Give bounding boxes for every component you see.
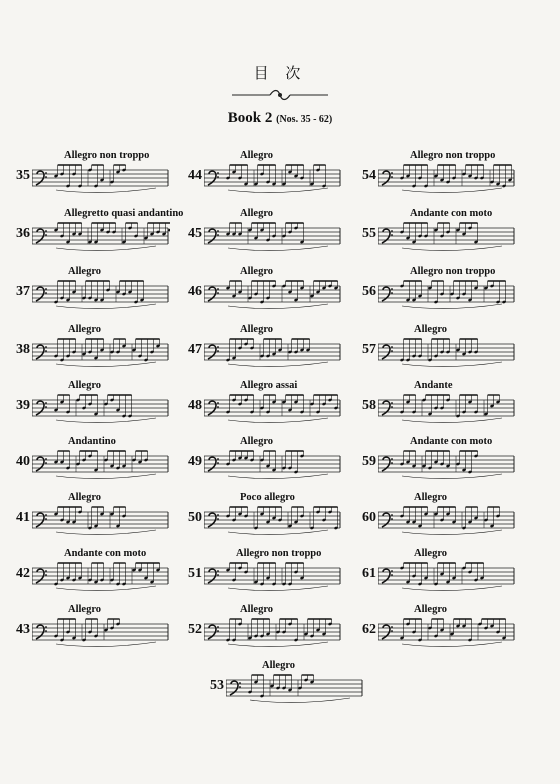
etude-number: 43 bbox=[16, 622, 30, 637]
tempo-marking: Allegro bbox=[68, 324, 102, 335]
tempo-marking: Andante bbox=[414, 380, 453, 391]
music-staff bbox=[32, 450, 170, 480]
tempo-marking: Allegro bbox=[68, 266, 102, 277]
tempo-marking: Allegro non troppo bbox=[236, 548, 322, 559]
music-staff bbox=[378, 450, 516, 480]
tempo-marking: Allegro bbox=[240, 604, 274, 615]
music-staff bbox=[378, 394, 516, 424]
etude-number: 39 bbox=[16, 398, 30, 413]
music-staff bbox=[204, 450, 342, 480]
music-staff bbox=[32, 562, 170, 592]
index-entry bbox=[352, 324, 520, 386]
music-staff bbox=[204, 280, 342, 310]
etude-number: 62 bbox=[362, 622, 376, 637]
music-staff bbox=[204, 394, 342, 424]
music-staff bbox=[32, 164, 170, 194]
tempo-marking: Andante con moto bbox=[410, 436, 493, 447]
tempo-marking: Allegro bbox=[262, 660, 296, 671]
etude-number: 44 bbox=[188, 168, 202, 183]
tempo-marking: Poco allegro bbox=[240, 492, 295, 503]
tempo-marking: Allegro bbox=[68, 604, 102, 615]
page-title: 目 次 bbox=[253, 64, 307, 82]
tempo-marking: Allegro bbox=[240, 436, 274, 447]
book-heading bbox=[0, 110, 560, 127]
index-entry bbox=[352, 150, 520, 212]
etude-number: 47 bbox=[188, 342, 202, 357]
index-entry bbox=[352, 266, 520, 328]
etude-number: 37 bbox=[16, 284, 30, 299]
tempo-marking: Allegro bbox=[414, 324, 448, 335]
music-staff bbox=[378, 222, 516, 252]
index-entry bbox=[178, 604, 346, 666]
tempo-marking: Allegro non troppo bbox=[410, 150, 496, 161]
tempo-marking: Allegro bbox=[240, 208, 274, 219]
music-staff bbox=[204, 222, 342, 252]
etude-number: 46 bbox=[188, 284, 202, 299]
tempo-marking: Allegro bbox=[240, 150, 274, 161]
music-staff bbox=[204, 506, 342, 536]
index-entry bbox=[352, 208, 520, 270]
etude-number: 58 bbox=[362, 398, 376, 413]
index-entry bbox=[178, 548, 346, 610]
music-staff bbox=[32, 506, 170, 536]
etude-number: 61 bbox=[362, 566, 376, 581]
index-entry bbox=[352, 436, 520, 498]
etude-number: 48 bbox=[188, 398, 202, 413]
music-staff bbox=[204, 562, 342, 592]
etude-number: 40 bbox=[16, 454, 30, 469]
music-staff bbox=[32, 338, 170, 368]
book-title: Book 2 bbox=[227, 110, 273, 126]
index-entry bbox=[352, 604, 520, 666]
index-entry bbox=[6, 266, 174, 328]
etude-number: 36 bbox=[16, 226, 30, 241]
etude-number: 53 bbox=[210, 678, 224, 693]
music-staff bbox=[378, 562, 516, 592]
tempo-marking: Allegro bbox=[414, 604, 448, 615]
tempo-marking: Allegro non troppo bbox=[410, 266, 496, 277]
music-staff bbox=[378, 164, 516, 194]
index-entry bbox=[6, 492, 174, 554]
index-entry bbox=[6, 604, 174, 666]
tempo-marking: Allegro bbox=[414, 492, 448, 503]
index-entry bbox=[178, 436, 346, 498]
tempo-marking: Allegro bbox=[68, 380, 102, 391]
etude-number: 35 bbox=[16, 168, 30, 183]
etude-number: 38 bbox=[16, 342, 30, 357]
tempo-marking: Allegretto quasi andantino bbox=[64, 208, 184, 219]
index-entry bbox=[6, 208, 184, 270]
etude-number: 55 bbox=[362, 226, 376, 241]
music-staff bbox=[226, 674, 364, 704]
index-entry bbox=[6, 380, 174, 442]
index-entry bbox=[178, 380, 346, 442]
book-range: (Nos. 35 - 62) bbox=[276, 114, 333, 125]
etude-number: 49 bbox=[188, 454, 202, 469]
music-staff bbox=[32, 280, 170, 310]
music-staff bbox=[378, 618, 516, 648]
tempo-marking: Allegro non troppo bbox=[64, 150, 150, 161]
etude-number: 51 bbox=[188, 566, 202, 581]
index-entry bbox=[352, 380, 520, 442]
index-entry bbox=[6, 436, 174, 498]
tempo-marking: Andante con moto bbox=[64, 548, 147, 559]
tempo-marking: Allegro bbox=[68, 492, 102, 503]
music-staff bbox=[204, 338, 342, 368]
tempo-marking: Allegro assai bbox=[240, 380, 298, 391]
tempo-marking: Allegro bbox=[414, 548, 448, 559]
music-staff bbox=[204, 164, 342, 194]
ornament-divider bbox=[230, 88, 330, 102]
index-entry bbox=[178, 266, 346, 328]
index-entry bbox=[178, 324, 346, 386]
tempo-marking: Allegro bbox=[240, 266, 274, 277]
etude-number: 45 bbox=[188, 226, 202, 241]
etude-number: 52 bbox=[188, 622, 202, 637]
music-staff bbox=[32, 394, 170, 424]
etude-number: 56 bbox=[362, 284, 376, 299]
music-staff bbox=[378, 338, 516, 368]
index-entry bbox=[6, 150, 174, 212]
tempo-marking: Andante con moto bbox=[410, 208, 493, 219]
etude-number: 57 bbox=[362, 342, 376, 357]
index-entry bbox=[6, 324, 174, 386]
etude-number: 42 bbox=[16, 566, 30, 581]
music-staff bbox=[378, 280, 516, 310]
etude-number: 41 bbox=[16, 510, 30, 525]
etude-number: 54 bbox=[362, 168, 376, 183]
music-staff bbox=[378, 506, 516, 536]
music-staff bbox=[204, 618, 342, 648]
index-entry bbox=[178, 208, 346, 270]
tempo-marking: Allegro bbox=[240, 324, 274, 335]
etude-number: 59 bbox=[362, 454, 376, 469]
index-entry bbox=[178, 492, 346, 554]
etude-number: 50 bbox=[188, 510, 202, 525]
index-entry bbox=[178, 150, 346, 212]
index-entry bbox=[6, 548, 174, 610]
tempo-marking: Andantino bbox=[68, 436, 116, 447]
music-staff bbox=[32, 618, 170, 648]
music-staff bbox=[32, 222, 170, 252]
index-entry bbox=[352, 492, 520, 554]
index-entry bbox=[200, 660, 368, 722]
index-entry bbox=[352, 548, 520, 610]
etude-number: 60 bbox=[362, 510, 376, 525]
